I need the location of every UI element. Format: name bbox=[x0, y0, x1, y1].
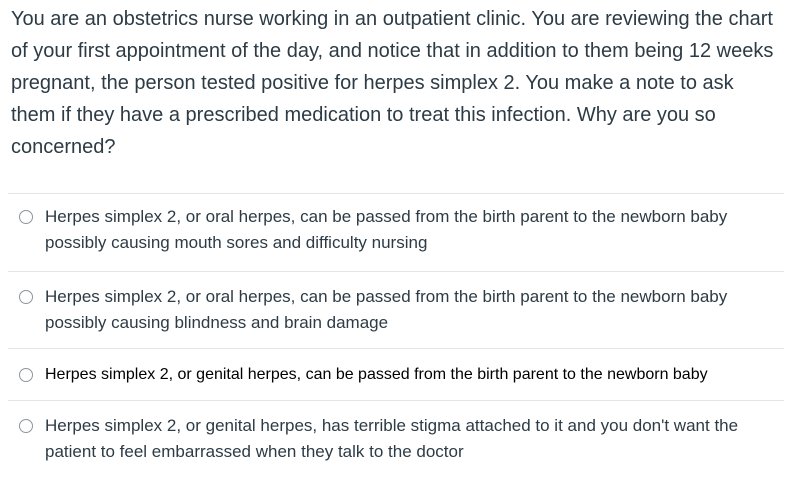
answer-label: Herpes simplex 2, or oral herpes, can be passed from the birth parent to the newborn baby possibly causing mouth sores and difficulty nursing bbox=[45, 207, 728, 252]
radio-button-icon[interactable] bbox=[19, 419, 33, 433]
answer-option-1[interactable] bbox=[8, 193, 784, 271]
answer-option-2[interactable] bbox=[8, 271, 784, 348]
answer-list bbox=[8, 193, 784, 479]
answer-option-4[interactable] bbox=[8, 400, 784, 479]
radio-button-icon[interactable] bbox=[19, 210, 33, 224]
answer-label: Herpes simplex 2, or oral herpes, can be passed from the birth parent to the newborn baby possibly causing blindness and brain damage bbox=[45, 287, 728, 332]
answer-label: Herpes simplex 2, or genital herpes, has terrible stigma attached to it and you don't want the patient to feel embarrassed when they talk to the doctor bbox=[45, 416, 739, 461]
question-text: You are an obstetrics nurse working in an outpatient clinic. You are reviewing the chart of your first appointment of the day, and notice that in addition to them being 12 weeks pregnant, the person tested positive for herpes simplex 2. You make a note to ask them if they have a prescribed medication to treat this infection. Why are you so concerned? bbox=[11, 8, 774, 158]
answer-option-3[interactable] bbox=[8, 348, 784, 400]
radio-button-icon[interactable] bbox=[19, 368, 33, 382]
radio-button-icon[interactable] bbox=[19, 290, 33, 304]
answer-label: Herpes simplex 2, or genital herpes, can be passed from the birth parent to the newborn baby bbox=[45, 366, 708, 383]
